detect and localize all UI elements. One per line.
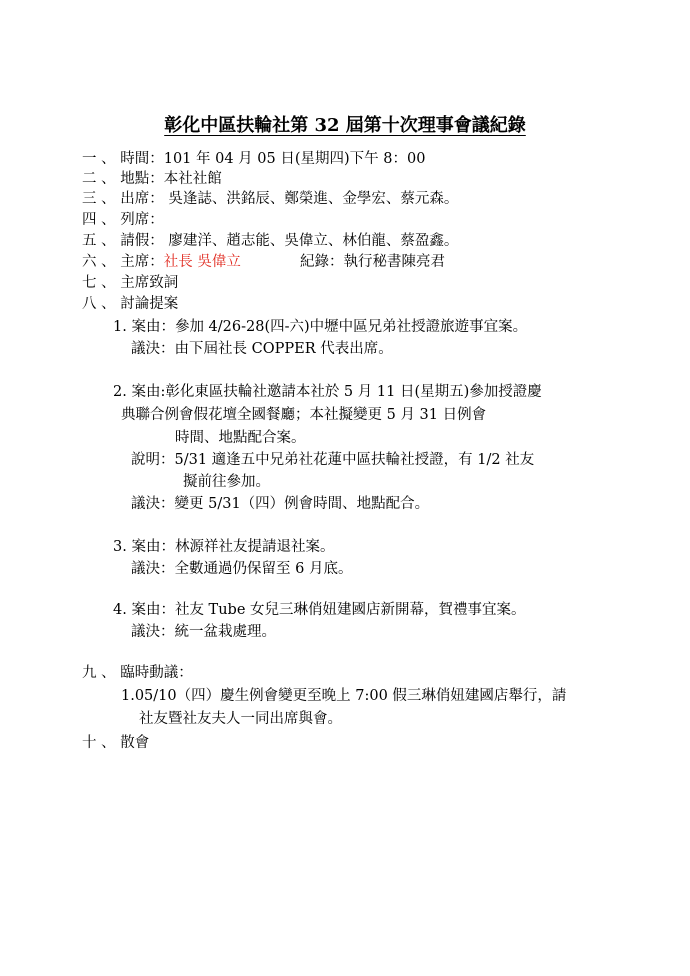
- proposal-2-note-cont: 擬前往參加。: [183, 474, 270, 490]
- item-place: 二 、 地點：本社社館: [82, 171, 222, 187]
- item-discussion: 八 、 討論提案: [82, 296, 179, 312]
- proposal-2-case-cont: 時間、地點配合案。: [175, 430, 306, 446]
- proposal-2-case-cont: 典聯合例會假花壇全國餐廳；本社擬變更 5 月 31 日例會: [121, 407, 487, 423]
- item-leave: 五 、 請假： 廖建洋、趙志能、吳偉立、林伯龍、蔡盈鑫。: [82, 233, 459, 249]
- item-observers: 四 、 列席：: [82, 212, 164, 228]
- proposal-1-resolution: 議決：由下屆社長 COPPER 代表出席。: [131, 341, 393, 357]
- proposal-3-resolution: 議決：全數通過仍保留至 6 月底。: [131, 561, 353, 577]
- item-attendees: 三 、 出席： 吳逢誌、洪銘辰、鄭榮進、金學宏、蔡元森。: [82, 191, 459, 207]
- proposal-2-case: 2. 案由:彰化東區扶輪社邀請本社於 5 月 11 日(星期五)參加授證慶: [113, 384, 542, 400]
- motion-1-cont: 社友暨社友夫人一同出席與會。: [139, 711, 342, 727]
- proposal-3-case: 3. 案由：林源祥社友提請退社案。: [113, 539, 335, 555]
- proposal-4-resolution: 議決：統一盆栽處理。: [131, 624, 276, 640]
- item-time: 一 、 時間：101 年 04 月 05 日(星期四)下午 8：00: [82, 151, 426, 167]
- document-title: 彰化中區扶輪社第 32 屆第十次理事會議紀錄: [164, 115, 526, 136]
- item-recorder: 紀錄：執行秘書陳亮君: [300, 254, 445, 270]
- proposal-2-resolution: 議決：變更 5/31（四）例會時間、地點配合。: [131, 496, 430, 512]
- proposal-4-case: 4. 案由：社友 Tube 女兒三琳俏妞建國店新開幕，賀禮事宜案。: [113, 602, 526, 618]
- item-chair: [82, 252, 241, 272]
- item-extempore: 九 、 臨時動議：: [82, 665, 193, 681]
- item-adjourn: 十 、 散會: [82, 735, 150, 751]
- item-chair-speech: 七 、 主席致詞: [82, 275, 179, 291]
- chair-label: 六 、 主席：: [82, 254, 164, 270]
- motion-1: 1.05/10（四）慶生例會變更至晚上 7:00 假三琳俏妞建國店舉行，請: [121, 688, 567, 704]
- proposal-1-case: 1. 案由：參加 4/26-28(四-六)中壢中區兄弟社授證旅遊事宜案。: [113, 319, 528, 335]
- proposal-2-note: 說明：5/31 適逢五中兄弟社花蓮中區扶輪社授證，有 1/2 社友: [131, 452, 535, 468]
- chair-name: 社長 吳偉立: [163, 254, 241, 270]
